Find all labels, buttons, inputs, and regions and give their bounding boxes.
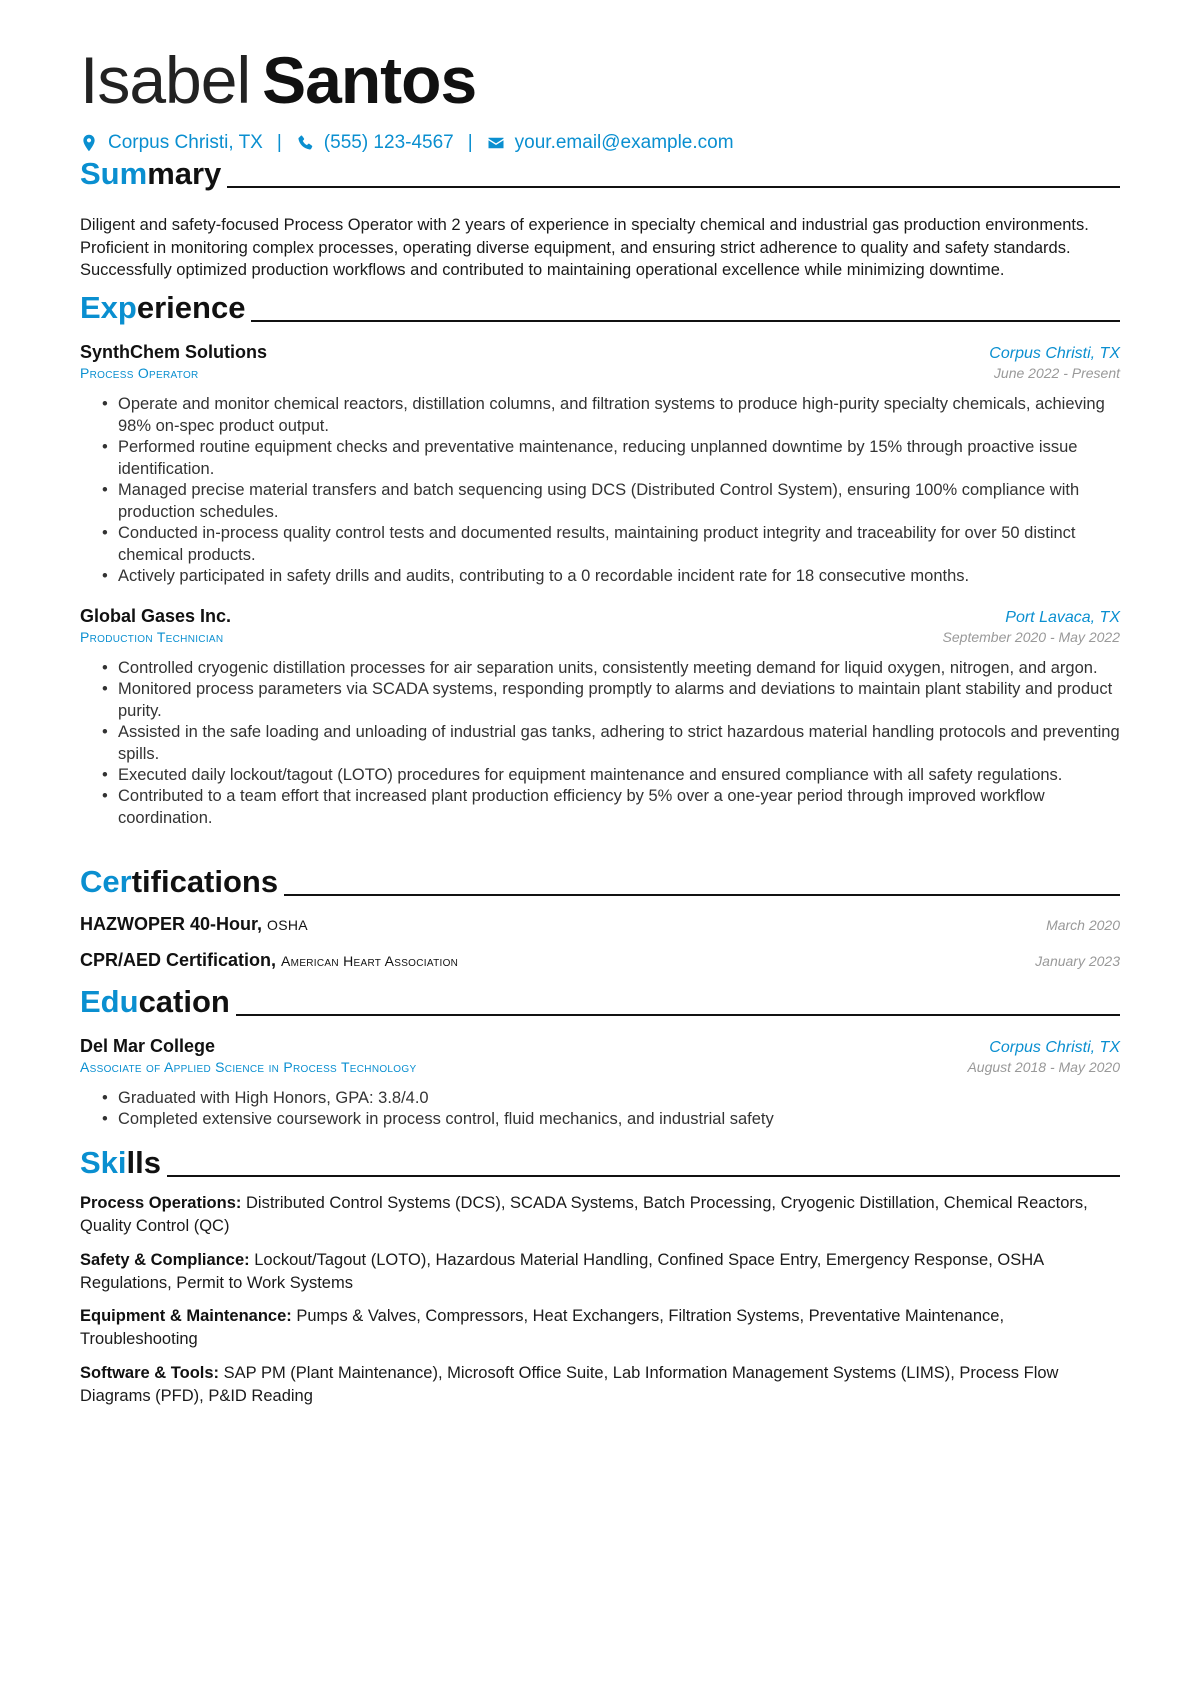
school-name: Del Mar College	[80, 1036, 216, 1056]
skill-label: Safety & Compliance:	[80, 1251, 250, 1269]
certification-item: HAZWOPER 40-Hour, OSHA March 2020	[80, 914, 1120, 934]
map-marker-icon	[80, 134, 98, 152]
job-location: Corpus Christi, TX	[989, 345, 1120, 362]
contact-email[interactable]	[487, 132, 734, 154]
contact-info	[80, 132, 734, 154]
education-dates: August 2018 - May 2020	[967, 1059, 1120, 1075]
section-rule	[236, 1014, 1120, 1016]
contact-phone[interactable]	[296, 132, 454, 154]
experience-heading	[80, 290, 1120, 326]
section-title	[80, 1145, 161, 1181]
section-title-accent: Sum	[80, 156, 148, 191]
education-bullets	[80, 1087, 1120, 1130]
section-title-rest: lls	[126, 1145, 161, 1180]
job-bullets	[80, 393, 1120, 587]
company-name: Global Gases Inc.	[80, 606, 232, 626]
skill-group	[80, 1192, 1120, 1237]
school-location: Corpus Christi, TX	[989, 1039, 1120, 1056]
section-title-accent: Edu	[80, 984, 139, 1019]
section-rule	[284, 894, 1120, 896]
skill-label: Software & Tools:	[80, 1364, 220, 1382]
skill-group	[80, 1305, 1120, 1350]
skill-text: Pumps & Valves, Compressors, Heat Exchangers, Filtration Systems, Preventative Maintenance, Troubleshooting	[80, 1307, 1005, 1348]
section-rule	[227, 186, 1120, 188]
phone-text: (555) 123-4567	[323, 132, 454, 153]
job-role: Production Technician	[80, 629, 224, 645]
education-heading	[80, 984, 1120, 1020]
skills-heading	[80, 1145, 1120, 1181]
contact-separator: |	[276, 132, 282, 153]
last-name: Santos	[262, 43, 477, 117]
section-rule	[167, 1175, 1120, 1177]
contact-separator: |	[467, 132, 473, 153]
education-entry	[80, 1036, 1120, 1129]
email-link: your.email@example.com	[514, 132, 734, 153]
section-title	[80, 290, 245, 326]
list-item: • Assisted in the safe loading and unloading of industrial gas tanks, adhering to strict hazardous material handling protocols and preventing spills.	[80, 721, 1120, 765]
certifications-heading	[80, 864, 1120, 900]
list-item: • Controlled cryogenic distillation processes for air separation units, consistently meeting demand for liquid oxygen, nitrogen, and argon.	[80, 657, 1120, 679]
company-name: SynthChem Solutions	[80, 342, 268, 362]
skill-text: Lockout/Tagout (LOTO), Hazardous Material Handling, Confined Space Entry, Emergency Response, OSHA Regulations, Permit to Work Systems	[80, 1251, 1044, 1292]
job-entry	[80, 342, 1120, 586]
section-title-rest: erience	[136, 290, 246, 325]
cert-name: HAZWOPER 40-Hour	[80, 914, 258, 934]
list-item: • Completed extensive coursework in process control, fluid mechanics, and industrial safety	[80, 1108, 1120, 1130]
list-item: • Monitored process parameters via SCADA systems, responding promptly to alarms and deviations to maintain plant stability and product purity.	[80, 678, 1120, 722]
section-title-accent: Cer	[80, 864, 132, 899]
cert-date: January 2023	[1035, 953, 1120, 969]
degree: Associate of Applied Science in Process Technology	[80, 1059, 417, 1075]
job-dates: June 2022 - Present	[993, 365, 1120, 381]
section-rule	[251, 320, 1120, 322]
section-title-rest: cation	[138, 984, 230, 1019]
list-item: • Performed routine equipment checks and preventative maintenance, reducing unplanned downtime by 15% through proactive issue identification.	[80, 436, 1120, 480]
section-title-rest: mary	[147, 156, 222, 191]
list-item: • Executed daily lockout/tagout (LOTO) procedures for equipment maintenance and ensured compliance with all safety regulations.	[80, 764, 1120, 786]
job-entry	[80, 606, 1120, 828]
list-item: • Contributed to a team effort that increased plant production efficiency by 5% over a one-year period through improved workflow coordination.	[80, 785, 1120, 829]
list-item: • Operate and monitor chemical reactors, distillation columns, and filtration systems to produce high-purity specialty chemicals, achieving 98% on-spec product output.	[80, 393, 1120, 437]
candidate-name	[80, 40, 476, 120]
job-location: Port Lavaca, TX	[1005, 609, 1120, 626]
cert-date: March 2020	[1046, 917, 1120, 933]
job-bullets	[80, 657, 1120, 829]
list-item: • Actively participated in safety drills and audits, contributing to a 0 recordable incident rate for 18 consecutive months.	[80, 565, 1120, 587]
summary-text: Diligent and safety-focused Process Operator with 2 years of experience in specialty chemical and industrial gas production environments. Proficient in monitoring complex processes, operating diverse equipment, and ensuring strict adherence to quality and safety standards. Successfully optimized production workflows and contributed to maintaining operational excellence while minimizing downtime.	[80, 216, 1089, 279]
job-role: Process Operator	[80, 365, 199, 381]
list-item: • Graduated with High Honors, GPA: 3.8/4.0	[80, 1087, 1120, 1109]
skill-text: Distributed Control Systems (DCS), SCADA Systems, Batch Processing, Cryogenic Distillation, Chemical Reactors, Quality Control (QC)	[80, 1194, 1088, 1235]
cert-issuer: American Heart Association	[281, 953, 459, 969]
section-title-accent: Ski	[80, 1145, 127, 1180]
location-text: Corpus Christi, TX	[108, 132, 263, 153]
section-title-rest: tifications	[131, 864, 279, 899]
skill-label: Equipment & Maintenance:	[80, 1307, 292, 1325]
list-item: • Managed precise material transfers and batch sequencing using DCS (Distributed Control System), ensuring 100% compliance with production schedules.	[80, 479, 1120, 523]
skill-group	[80, 1249, 1120, 1294]
phone-icon	[296, 134, 314, 152]
section-title	[80, 864, 278, 900]
cert-name: CPR/AED Certification	[80, 950, 272, 970]
skill-label: Process Operations:	[80, 1194, 242, 1212]
contact-location	[80, 132, 263, 154]
envelope-icon	[487, 134, 505, 152]
summary-heading	[80, 156, 1120, 192]
list-item: • Conducted in-process quality control tests and documented results, maintaining product integrity and traceability for over 50 distinct chemical products.	[80, 522, 1120, 566]
skill-text: SAP PM (Plant Maintenance), Microsoft Office Suite, Lab Information Management Systems (LIMS), Process Flow Diagrams (PFD), P&ID Reading	[80, 1364, 1059, 1405]
certification-item: CPR/AED Certification, American Heart Association January 2023	[80, 950, 1120, 970]
section-title	[80, 984, 230, 1020]
first-name: Isabel	[80, 43, 251, 117]
job-dates: September 2020 - May 2022	[942, 629, 1120, 645]
section-title-accent: Exp	[80, 290, 137, 325]
skill-group	[80, 1362, 1120, 1407]
cert-issuer: OSHA	[267, 917, 308, 933]
section-title	[80, 156, 221, 192]
